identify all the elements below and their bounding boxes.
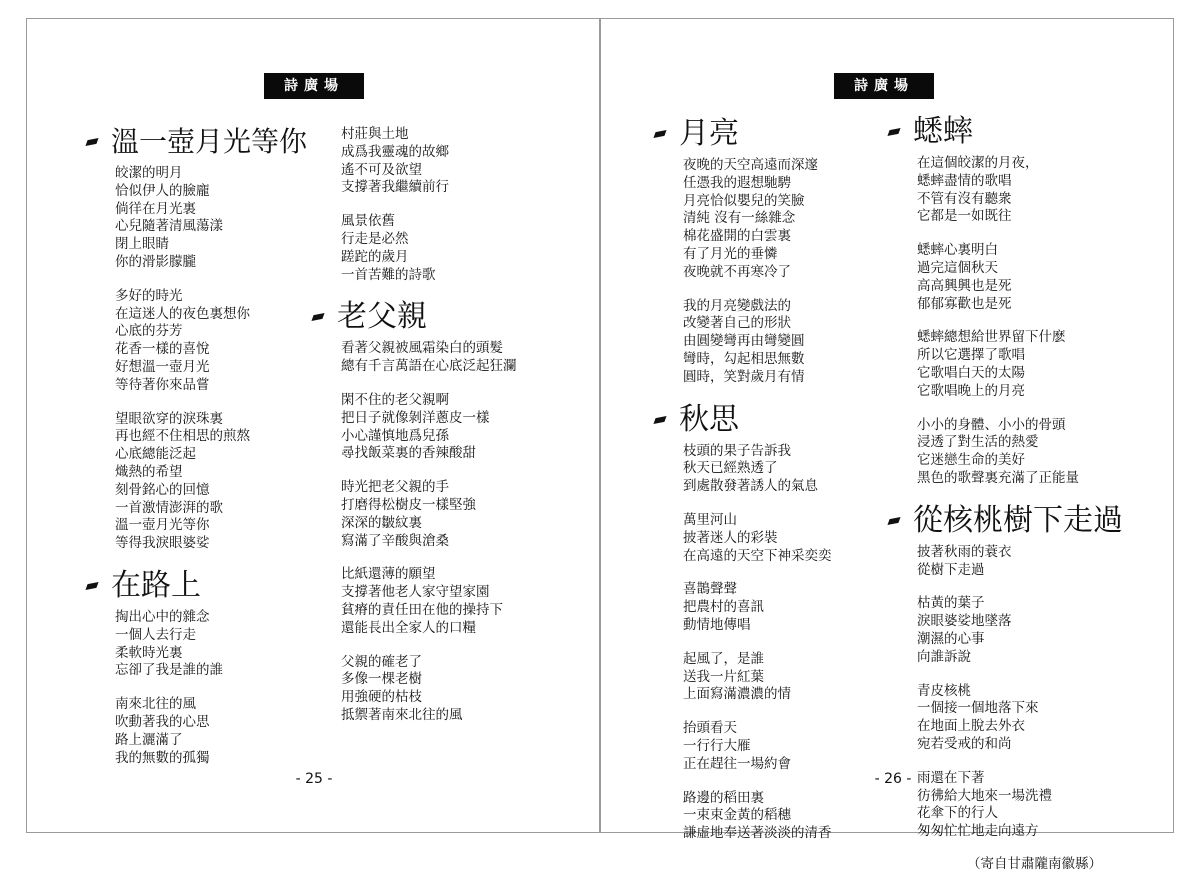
stanza (115, 609, 307, 680)
stanza (683, 651, 832, 704)
stanza (341, 479, 517, 550)
bullet-icon (887, 517, 900, 525)
poem-line: 一束束金黃的稻穗 (683, 807, 791, 824)
poem-title-text: 蟋蟀 (913, 114, 973, 149)
poem-line: 忘卻了我是誰的誰 (115, 662, 223, 679)
poem-line: 蟋蟀盡情的歌唱 (917, 172, 1012, 189)
poem-line: 小小的身體、小小的骨頭 (917, 416, 1066, 433)
poem-line: 到處散發著誘人的氣息 (683, 478, 818, 495)
poem-line: 彷彿給大地來一場洗禮 (917, 787, 1052, 804)
poem-line: 任憑我的遐想馳騁 (683, 174, 791, 191)
left-page (26, 18, 600, 833)
poem-line: 雨還在下著 (917, 769, 985, 786)
stanza (341, 392, 517, 463)
poem-title (655, 117, 832, 151)
stanza (683, 790, 832, 843)
poem-line: 由圓變彎再由彎變圓 (683, 333, 805, 350)
poem-line: 你的滑影朦朧 (115, 253, 196, 270)
bullet-icon (653, 416, 666, 424)
section-header: 詩廣場 (834, 73, 934, 99)
poem-title-text: 秋思 (679, 401, 739, 437)
poem-line: 上面寫滿濃濃的情 (683, 686, 791, 703)
poem-line: 披著迷人的彩裝 (683, 529, 778, 546)
poem-line: 宛若受戒的和尚 (917, 735, 1012, 752)
poem-line: 一個人去行走 (115, 626, 196, 643)
poem-line: 再也經不住相思的煎熬 (115, 428, 250, 445)
poem-line: 我的月亮變戲法的 (683, 297, 791, 314)
poem-line: 看著父親被風霜染白的頭髮 (341, 340, 503, 357)
poem-line: 彎時，勾起相思無數 (683, 350, 805, 367)
poem-line: 夜晚的天空高遠而深邃 (683, 157, 818, 173)
poem-line: 望眼欲穿的淚珠裏 (115, 410, 223, 427)
poem-line: 潮濕的心事 (917, 630, 985, 647)
bullet-icon (653, 130, 666, 138)
poem-line: 從樹下走過 (917, 561, 985, 578)
poem-line: 多好的時光 (115, 287, 183, 304)
stanza (917, 155, 1123, 226)
poem-line: 花香一樣的喜悅 (115, 341, 210, 358)
poem-line: 閉上眼睛 (115, 236, 169, 253)
stanza (115, 696, 307, 767)
stanza (341, 340, 517, 376)
poem-line: 成爲我靈魂的故鄉 (341, 143, 449, 160)
poem-line: 等得我淚眼婆娑 (115, 535, 210, 552)
poem-title-text: 從核桃樹下走過 (913, 502, 1123, 538)
poem-line: 花傘下的行人 (917, 805, 998, 822)
poem-column-left-2 (337, 126, 517, 741)
poem-line: 村莊與土地 (341, 126, 409, 142)
poem-line: 尋找飯菜裏的香辣酸甜 (341, 445, 476, 462)
stanza (683, 581, 832, 634)
poem-title-text: 在路上 (111, 567, 201, 603)
stanza (683, 157, 832, 282)
poem-line: 時光把老父親的手 (341, 479, 449, 496)
poem-line: 心底總能泛起 (115, 446, 196, 463)
poem-line: 心底的芬芳 (115, 323, 183, 340)
poem-line: 枯黃的葉子 (917, 595, 985, 612)
page-number: - 26 - (874, 771, 912, 787)
poem-line: 總有千言萬語在心底泛起狂瀾 (341, 358, 517, 375)
poem-line: 一首苦難的詩歌 (341, 266, 436, 283)
poem-line: 在地面上脫去外衣 (917, 718, 1025, 735)
bullet-icon (85, 582, 98, 590)
author-location: （寄自甘肅隴南徽縣） (967, 855, 1102, 872)
poem-line: 正在趕往一場約會 (683, 755, 791, 772)
poem-line: 動情地傳唱 (683, 616, 751, 633)
poem-line: 蟋蟀心裏明白 (917, 242, 998, 259)
poem-title-text: 月亮 (679, 116, 739, 151)
poem-line: 父親的確老了 (341, 653, 422, 670)
poem-line: 還能長出全家人的口糧 (341, 619, 476, 636)
poem-line: 在這迷人的夜色裏想你 (115, 305, 250, 322)
poem-title-text: 老父親 (337, 299, 427, 335)
bullet-icon (311, 313, 324, 321)
poem-line: 披著秋雨的蓑衣 (917, 543, 1012, 560)
poem-line: 貧瘠的責任田在他的操持下 (341, 601, 503, 618)
page-number: - 25 - (295, 771, 333, 787)
stanza (917, 329, 1123, 400)
bullet-icon (85, 138, 98, 146)
bullet-icon (887, 128, 900, 136)
stanza (683, 720, 832, 773)
poem-line: 支撐著我繼續前行 (341, 179, 449, 196)
poem-line: 蟋蟀總想給世界留下什麽 (917, 329, 1066, 346)
poem-line: 把農村的喜訊 (683, 599, 764, 616)
section-header: 詩廣場 (264, 73, 364, 99)
poem-line: 刻骨銘心的回憶 (115, 481, 210, 498)
poem-line: 在這個皎潔的月夜， (917, 155, 1039, 171)
poem-line: 恰似伊人的臉龐 (115, 182, 210, 199)
poem-line: 高高興興也是死 (917, 277, 1012, 294)
poem-line: 青皮核桃 (917, 682, 971, 699)
poem-line: 向誰訴說 (917, 648, 971, 665)
stanza (917, 544, 1123, 580)
poem-line: 不管有沒有聽衆 (917, 190, 1012, 207)
poem-line: 萬里河山 (683, 511, 737, 528)
poem-line: 一個接一個地落下來 (917, 700, 1039, 717)
stanza (683, 512, 832, 565)
poem-line: 匆匆忙忙地走向遠方 (917, 823, 1039, 840)
poem-line: 閑不住的老父親啊 (341, 391, 449, 408)
poem-line: 路邊的稻田裏 (683, 789, 764, 806)
poem-title-text: 溫一壺月光等你 (111, 125, 308, 158)
poem-line: 它迷戀生命的美好 (917, 452, 1025, 469)
poem-column-right-1 (679, 116, 832, 859)
stanza (917, 770, 1123, 841)
poem-title (87, 569, 307, 603)
poem-line: 夜晚就不再寒冷了 (683, 263, 791, 280)
stanza (341, 126, 517, 197)
poem-line: 它都是一如既往 (917, 208, 1012, 225)
poem-line: 圓時，笑對歲月有情 (683, 368, 805, 385)
poem-line: 黑色的歌聲裏充滿了正能量 (917, 469, 1079, 486)
stanza (917, 417, 1123, 488)
poem-title (655, 403, 832, 437)
poem-line: 多像一棵老樹 (341, 671, 422, 688)
poem-line: 支撐著他老人家守望家園 (341, 584, 490, 601)
poem-line: 好想溫一壺月光 (115, 358, 210, 375)
stanza (115, 411, 307, 553)
poem-line: 改變著自己的形狀 (683, 315, 791, 332)
poem-line: 路上灑滿了 (115, 731, 183, 748)
poem-line: 心兒隨著清風蕩漾 (115, 218, 223, 235)
poem-line: 淚眼婆娑地墜落 (917, 613, 1012, 630)
poem-line: 柔軟時光裏 (115, 644, 183, 661)
poem-line: 用強硬的枯枝 (341, 689, 422, 706)
poem-line: 掏出心中的雜念 (115, 608, 210, 625)
poem-line: 棉花盛開的白雲裏 (683, 228, 791, 245)
poem-line: 送我一片紅葉 (683, 668, 764, 685)
poem-line: 浸透了對生活的熱愛 (917, 434, 1039, 451)
poem-line: 一行行大雁 (683, 737, 751, 754)
poem-line: 我的無數的孤獨 (115, 749, 210, 766)
poem-line: 秋天已經熟透了 (683, 460, 778, 477)
stanza (341, 213, 517, 284)
stanza (341, 654, 517, 725)
poem-line: 遙不可及欲望 (341, 161, 422, 178)
poem-line: 吹動著我的心思 (115, 713, 210, 730)
poem-line: 謙虛地奉送著淡淡的清香 (683, 825, 832, 842)
stanza (683, 443, 832, 496)
poem-line: 起風了，是誰 (683, 650, 764, 667)
stanza (917, 242, 1123, 313)
poem-line: 它歌唱晚上的月亮 (917, 382, 1025, 399)
stanza (917, 595, 1123, 666)
poem-line: 南來北往的風 (115, 696, 196, 713)
poem-line: 寫滿了辛酸與滄桑 (341, 532, 449, 549)
poem-line: 皎潔的明月 (115, 165, 183, 181)
poem-line: 行走是必然 (341, 230, 409, 247)
poem-line: 過完這個秋天 (917, 259, 998, 276)
poem-column-left-1 (111, 125, 308, 783)
poem-title (889, 115, 1123, 149)
poem-line: 溫一壺月光等你 (115, 517, 210, 534)
poem-title (313, 300, 517, 334)
poem-line: 打磨得松樹皮一樣堅強 (341, 496, 476, 513)
stanza (115, 165, 307, 272)
poem-line: 喜鵲聲聲 (683, 581, 737, 598)
poem-line: 熾熱的希望 (115, 463, 183, 480)
poem-column-right-2 (913, 114, 1123, 873)
poem-line: 它歌唱白天的太陽 (917, 364, 1025, 381)
stanza (115, 288, 307, 395)
poem-title (87, 125, 307, 159)
poem-line: 一首激情澎湃的歌 (115, 499, 223, 516)
poem-line: 蹉跎的歲月 (341, 248, 409, 265)
poem-line: 比紙還薄的願望 (341, 566, 436, 583)
poem-line: 枝頭的果子告訴我 (683, 442, 791, 459)
poem-line: 郁郁寡歡也是死 (917, 295, 1012, 312)
poem-line: 月亮恰似嬰兒的笑臉 (683, 192, 805, 209)
poem-line: 小心謹慎地爲兒孫 (341, 427, 449, 444)
poem-line: 深深的皺紋裏 (341, 514, 422, 531)
poem-line: 在高遠的天空下神采奕奕 (683, 547, 832, 564)
right-page (600, 18, 1174, 872)
poem-line: 等待著你來品嘗 (115, 376, 210, 393)
stanza (341, 566, 517, 637)
poem-line: 清純 沒有一絲雜念 (683, 210, 796, 227)
poem-line: 把日子就像剝洋蔥皮一樣 (341, 409, 490, 426)
poem-line: 風景依舊 (341, 213, 395, 230)
poem-line: 倘徉在月光裏 (115, 200, 196, 217)
stanza (917, 683, 1123, 754)
stanza (683, 298, 832, 387)
poem-title (889, 504, 1123, 538)
poem-line: 抵禦著南來北往的風 (341, 706, 463, 723)
poem-line: 有了月光的垂憐 (683, 245, 778, 262)
poem-line: 所以它選擇了歌唱 (917, 347, 1025, 364)
poem-line: 抬頭看天 (683, 720, 737, 737)
